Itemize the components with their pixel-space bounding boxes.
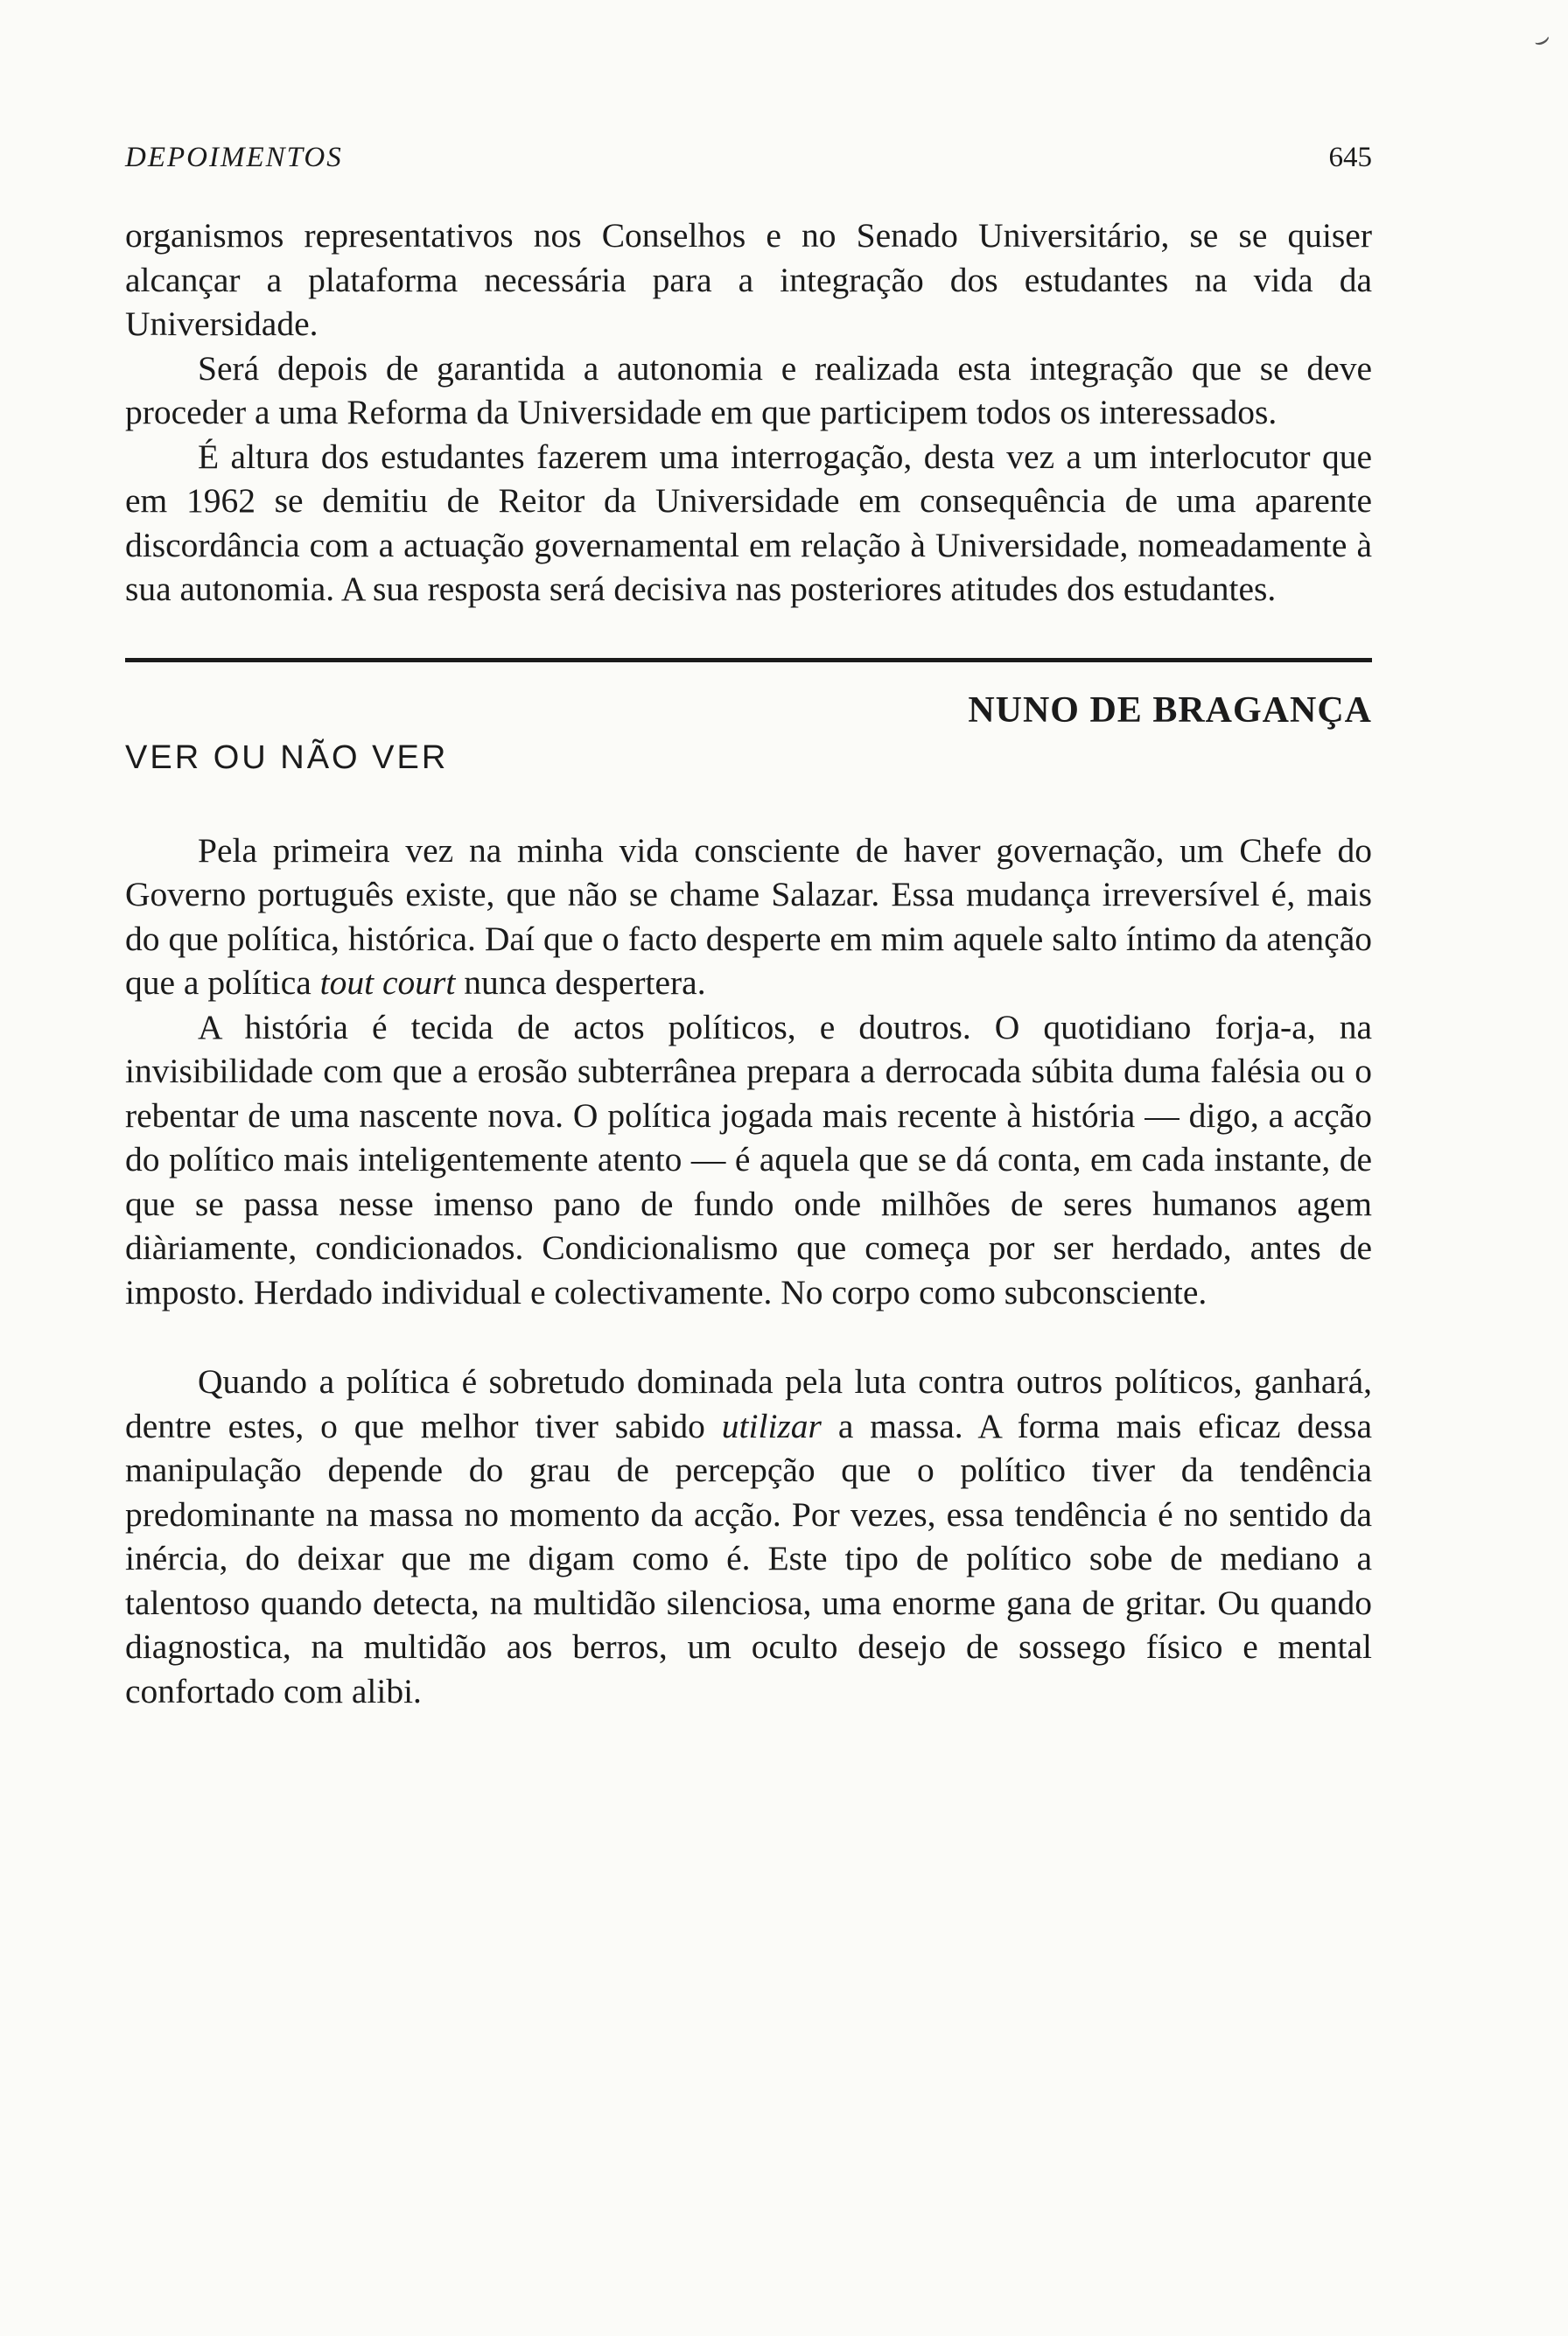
running-head — [125, 140, 1372, 175]
paragraph: organismos representativos nos Conselhos e no Senado Universitário, se se quiser alcançar a plataforma necessária para a integração dos estudantes na vida da Universidade. — [125, 216, 1372, 343]
paragraph-gap — [125, 1314, 1372, 1360]
italic-phrase: tout court — [319, 963, 456, 1002]
section-divider — [125, 658, 1372, 662]
corner-pen-mark: ⌣ — [1527, 22, 1557, 58]
text-span: Pela primeira vez na minha vida consciente de haver governação, um Chefe do Governo português existe, que não se chame Salazar. Essa mudança irreversível é, mais do que política, histórica. Daí que o facto desperte em mim aquele salto íntimo da atenção que a política — [125, 830, 1372, 1002]
book-page — [125, 140, 1372, 1713]
paragraph — [125, 829, 1372, 1005]
page-number: 645 — [1328, 142, 1372, 173]
text-span: nunca despertera. — [455, 963, 706, 1002]
preceding-article-text — [125, 213, 1372, 612]
text-span: Quando a política é sobretudo dominada pela luta contra outros políticos, ganhará, dentre estes, o que melhor tiver sabido — [125, 1362, 1372, 1445]
article-body — [125, 829, 1372, 1714]
paragraph: A história é tecida de actos políticos, e doutros. O quotidiano forja-a, na invisibilidade com que a erosão subterrânea prepara a derrocada súbita duma falésia ou o rebentar de uma nascente nova. O política jogada mais recente à história — digo, a acção do político mais inteligentemente atento — é aquela que se dá conta, em cada instante, de que se passa nesse imenso pano de fundo onde milhões de seres humanos agem diàriamente, condicionados. Condicionalismo que começa por ser herdado, antes de imposto. Herdado individual e colectivamente. No corpo como subconsciente. — [125, 1007, 1372, 1311]
article-title: VER OU NÃO VER — [125, 738, 449, 776]
article-author: NUNO DE BRAGANÇA — [968, 689, 1372, 731]
paragraph: Será depois de garantida a autonomia e realizada esta integração que se deve proceder a uma Reforma da Universidade em que participem todos os interessados. — [125, 348, 1372, 431]
paragraph — [125, 1360, 1372, 1713]
italic-word: utilizar — [721, 1406, 822, 1445]
paragraph: É altura dos estudantes fazerem uma interrogação, desta vez a um interlocutor que em 1962 se demitiu de Reitor da Universidade em consequência de uma aparente discordância com a actuação governamental em relação à Universidade, nomeadamente à sua autonomia. A sua resposta será decisiva nas posteriores atitudes dos estudantes. — [125, 437, 1372, 608]
running-title: DEPOIMENTOS — [125, 142, 343, 173]
text-span: a massa. A forma mais eficaz dessa manipulação depende do grau de percepção que o político tiver da tendência predominante na massa no momento da acção. Por vezes, essa tendência é no sentido da inércia, do deixar que me digam como é. Este tipo de político sobe de mediano a talentoso quando detecta, na multidão silenciosa, uma enorme gana de gritar. Ou quando diagnostica, na multidão aos berros, um oculto desejo de sossego físico e mental confortado com alibi. — [125, 1406, 1372, 1710]
